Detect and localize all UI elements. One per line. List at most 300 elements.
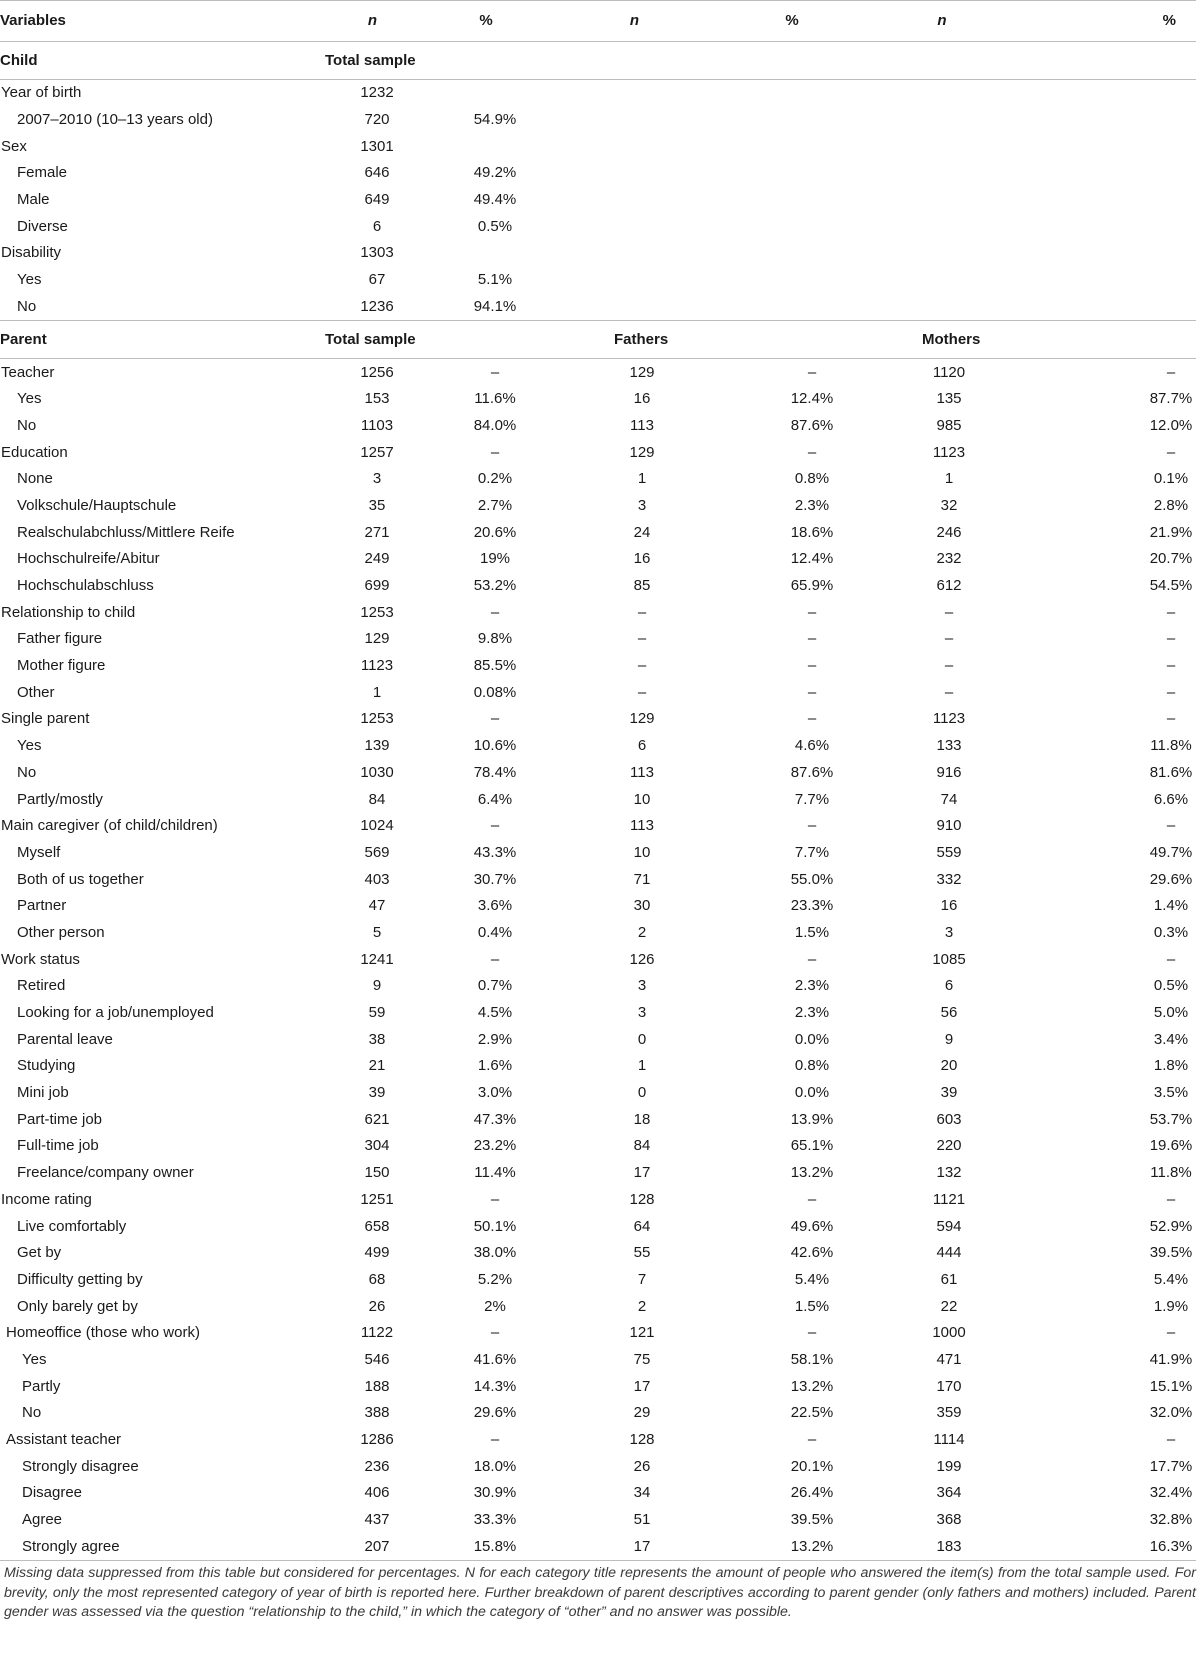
cell-n-total: 153 [364,390,390,408]
cell-n-mothers: – [944,630,954,648]
row-label-text: Looking for a job/unemployed [17,1004,214,1022]
cell-n-total: 1257 [360,443,394,461]
cell-pct-total: 19% [479,550,511,568]
group-label-mothers: Mothers [922,331,981,349]
cell-pct-mothers: – [1166,363,1176,381]
cell-pct-total: 0.7% [477,977,513,995]
cell-pct-fathers: 13.9% [790,1110,834,1128]
cell-pct-mothers: – [1166,657,1176,675]
cell-pct-total: 43.3% [473,843,517,861]
cell-pct-fathers: 65.1% [790,1137,834,1155]
row-label-text: No [17,763,37,781]
cell-n-fathers: 3 [637,1004,647,1022]
header-row [0,1,1196,42]
table-row [0,267,1196,294]
cell-n-mothers: 603 [936,1110,962,1128]
table-row [0,213,1196,240]
cell-pct-fathers: 12.4% [790,550,834,568]
cell-pct-total: 2.9% [477,1030,513,1048]
cell-n-mothers [867,294,1017,321]
cell-pct-mothers: 21.9% [1149,523,1193,541]
cell-pct-mothers: 5.4% [1153,1270,1189,1288]
row-label [0,1507,325,1534]
cell-n-fathers: 71 [633,870,651,888]
cell-n-total: 1103 [360,416,394,434]
cell-n-fathers: 10 [633,790,651,808]
cell-n-fathers: 0 [637,1030,647,1048]
cell-pct-fathers: 5.4% [794,1270,830,1288]
cell-n-mothers [867,107,1017,134]
row-label [0,1267,325,1294]
cell-n-total: 1301 [360,137,394,155]
cell-n-total: 47 [368,897,386,915]
row-label-text: Freelance/company owner [17,1164,194,1182]
header-n-mothers: n [937,12,947,29]
table-row [0,1187,1196,1214]
cell-pct-mothers: 32.0% [1149,1404,1193,1422]
cell-n-fathers: 7 [637,1270,647,1288]
row-label [0,1480,325,1507]
cell-pct-fathers [717,107,867,134]
cell-n-mothers: 183 [936,1537,962,1555]
table-row [0,187,1196,214]
cell-pct-fathers: 2.3% [794,1004,830,1022]
row-label [0,1347,325,1374]
cell-pct-mothers [1017,160,1196,187]
cell-pct-mothers [1017,240,1196,267]
row-label-text: No [17,297,37,315]
cell-n-fathers: 51 [633,1511,651,1529]
cell-n-fathers: 113 [630,416,654,434]
cell-n-total: 9 [372,977,382,995]
cell-pct-fathers: 7.7% [794,790,830,808]
cell-n-fathers: 121 [629,1324,655,1342]
row-label-text: Full-time job [17,1137,99,1155]
cell-pct-fathers: – [807,1324,817,1342]
cell-n-mothers: 132 [936,1164,962,1182]
cell-n-fathers: 129 [629,710,655,728]
cell-n-fathers: 55 [633,1244,651,1262]
table-row [0,1026,1196,1053]
cell-pct-fathers [717,160,867,187]
cell-pct-total: 9.8% [477,630,513,648]
cell-pct-fathers: 26.4% [790,1484,834,1502]
cell-pct-total: 3.0% [477,1084,513,1102]
row-label-text: 2007–2010 (10–13 years old) [17,111,213,129]
row-label-text: Other person [17,923,105,941]
cell-n-total: 1236 [360,297,394,315]
table-row [0,1000,1196,1027]
row-label-text: Myself [17,843,61,861]
cell-n-fathers: – [637,657,647,675]
row-label-text: Homeoffice (those who work) [6,1324,200,1342]
table-row [0,1106,1196,1133]
row-label-text: Strongly disagree [22,1457,139,1475]
row-label [0,573,325,600]
cell-pct-mothers: – [1166,817,1176,835]
cell-n-mothers: 232 [936,550,962,568]
cell-pct-mothers: 87.7% [1149,390,1193,408]
cell-n-mothers: 74 [940,790,958,808]
cell-n-mothers [867,213,1017,240]
cell-pct-mothers [1017,80,1196,107]
row-label-text: Mother figure [17,657,106,675]
row-label [0,946,325,973]
table-row [0,519,1196,546]
row-label [0,1320,325,1347]
cell-n-total: 646 [364,164,390,182]
cell-pct-mothers: 0.5% [1153,977,1189,995]
table-row [0,1427,1196,1454]
cell-pct-total: 41.6% [473,1350,517,1368]
cell-pct-total: 11.6% [474,390,516,408]
cell-pct-total: 5.1% [477,271,513,289]
cell-n-fathers [552,133,717,160]
cell-pct-fathers: – [807,630,817,648]
cell-pct-fathers: 20.1% [790,1457,834,1475]
cell-n-mothers: 1120 [932,363,966,381]
cell-n-fathers: – [637,630,647,648]
group-label-total: Total sample [325,52,416,69]
cell-n-mothers [867,160,1017,187]
cell-pct-total: 15.8% [473,1537,517,1555]
cell-n-total: 271 [364,523,390,541]
cell-pct-mothers: 41.9% [1149,1350,1193,1368]
row-label [0,1213,325,1240]
section-row-child [0,42,1196,80]
cell-pct-mothers [1017,213,1196,240]
table-row [0,1160,1196,1187]
row-label-text: Female [17,164,68,182]
cell-n-fathers [552,80,717,107]
table-row [0,359,1196,386]
cell-n-fathers: 84 [633,1137,651,1155]
table-row [0,160,1196,187]
cell-pct-mothers: – [1166,683,1176,701]
child-section [0,42,1196,321]
cell-n-mothers: 61 [940,1270,958,1288]
cell-pct-fathers [717,187,867,214]
row-label-text: Realschulabchluss/Mittlere Reife [17,523,235,541]
cell-pct-fathers: – [807,603,817,621]
table-row [0,1373,1196,1400]
cell-n-fathers [552,240,717,267]
cell-pct-fathers: 55.0% [790,870,834,888]
parent-section [0,321,1196,1561]
cell-n-total: 1123 [360,657,394,675]
cell-n-mothers: – [944,657,954,675]
row-label-text: Both of us together [17,870,144,888]
cell-pct-mothers: 0.1% [1153,470,1189,488]
table-row [0,1507,1196,1534]
cell-n-fathers: 16 [633,550,651,568]
row-label [0,626,325,653]
cell-pct-mothers: 19.6% [1149,1137,1193,1155]
cell-n-fathers: 129 [629,363,655,381]
cell-n-mothers [867,267,1017,294]
cell-n-mothers: 364 [936,1484,962,1502]
cell-pct-mothers: 1.8% [1153,1057,1189,1075]
cell-n-mothers: 1085 [932,950,966,968]
cell-n-mothers: 1121 [932,1190,966,1208]
table-row [0,1400,1196,1427]
row-label [0,187,325,214]
table-row [0,946,1196,973]
header-n-total: n [367,12,378,29]
row-label [0,213,325,240]
table-row [0,813,1196,840]
cell-n-fathers: 2 [637,923,647,941]
cell-pct-total: 18.0% [473,1457,517,1475]
row-label [0,1400,325,1427]
cell-n-fathers: 126 [629,950,655,968]
cell-n-total: 26 [368,1297,386,1315]
cell-pct-fathers: 49.6% [790,1217,834,1235]
cell-pct-total: 6.4% [477,790,513,808]
table-row [0,626,1196,653]
cell-n-mothers: 559 [936,843,962,861]
cell-n-total: 699 [364,577,390,595]
cell-n-mothers: 1 [944,470,954,488]
row-label [0,133,325,160]
row-label-text: Assistant teacher [6,1431,122,1449]
cell-pct-total: 5.2% [477,1270,513,1288]
cell-pct-total: – [490,1190,500,1208]
cell-n-total: 84 [368,790,386,808]
cell-pct-total [420,240,552,267]
cell-pct-mothers: 3.4% [1153,1030,1189,1048]
cell-pct-mothers: 49.7% [1149,843,1193,861]
cell-n-total: 1122 [360,1324,394,1342]
row-label [0,546,325,573]
row-label [0,813,325,840]
cell-pct-mothers: – [1166,710,1176,728]
cell-n-mothers: 916 [936,763,962,781]
row-label [0,599,325,626]
cell-pct-total: 0.2% [477,470,513,488]
cell-n-mothers: 22 [940,1297,958,1315]
cell-n-mothers: 246 [936,523,962,541]
cell-n-fathers: 6 [637,737,647,755]
cell-n-total: 403 [364,870,390,888]
cell-pct-total: 50.1% [473,1217,517,1235]
cell-n-fathers: 26 [633,1457,651,1475]
cell-pct-total: – [490,1431,500,1449]
table-row [0,1080,1196,1107]
cell-pct-mothers: 32.4% [1149,1484,1193,1502]
cell-pct-total: 11.4% [474,1164,516,1182]
row-label-text: Other [17,683,55,701]
cell-n-fathers: 0 [637,1084,647,1102]
cell-n-fathers: 85 [633,577,651,595]
row-label-text: Yes [17,737,42,755]
row-label-text: Hochschulreife/Abitur [17,550,160,568]
group-label-fathers: Fathers [614,331,669,349]
cell-n-total: 38 [368,1030,386,1048]
cell-pct-total: 54.9% [473,111,517,129]
cell-pct-fathers: 12.4% [790,390,834,408]
cell-pct-mothers: 81.6% [1149,763,1193,781]
cell-pct-total: 84.0% [473,416,517,434]
table-row [0,573,1196,600]
cell-n-mothers: 471 [936,1350,962,1368]
cell-pct-fathers: – [807,363,817,381]
cell-n-fathers [552,107,717,134]
cell-pct-fathers: – [807,683,817,701]
row-label [0,107,325,134]
table-row [0,1133,1196,1160]
cell-pct-total [420,80,552,107]
cell-n-fathers: 1 [637,470,647,488]
cell-pct-total: 3.6% [477,897,513,915]
cell-n-total: 1253 [360,710,394,728]
table-row [0,1480,1196,1507]
cell-n-total: 546 [364,1350,390,1368]
cell-n-mothers: 1123 [932,443,966,461]
cell-pct-total: 30.7% [473,870,517,888]
cell-pct-mothers: – [1166,950,1176,968]
row-label [0,920,325,947]
table-row [0,240,1196,267]
table-row [0,1293,1196,1320]
cell-n-total: 1253 [360,603,394,621]
row-label-text: Studying [17,1057,76,1075]
row-label-text: Income rating [1,1190,92,1208]
row-label-text: No [17,416,37,434]
cell-pct-fathers: 0.8% [794,1057,830,1075]
cell-n-total: 1303 [360,244,394,262]
cell-n-mothers: 39 [940,1084,958,1102]
header-pct-fathers: % [785,12,799,29]
cell-pct-mothers [1017,107,1196,134]
cell-n-mothers: 6 [944,977,954,995]
row-label [0,1453,325,1480]
cell-n-fathers: 17 [633,1377,651,1395]
cell-n-mothers: 20 [940,1057,958,1075]
cell-n-fathers: 10 [633,843,651,861]
cell-n-total: 1030 [360,763,394,781]
cell-n-total: 388 [364,1404,390,1422]
row-label-text: Teacher [1,363,55,381]
cell-pct-mothers: – [1166,1324,1176,1342]
cell-n-fathers: – [637,683,647,701]
cell-pct-fathers: 2.3% [794,496,830,514]
cell-n-total: 5 [372,923,382,941]
row-label [0,1026,325,1053]
row-label [0,466,325,493]
cell-n-fathers: 2 [637,1297,647,1315]
cell-n-total: 406 [364,1484,390,1502]
cell-pct-fathers: 7.7% [794,843,830,861]
row-label-text: Disability [1,244,62,262]
cell-n-fathers: 129 [629,443,655,461]
cell-n-fathers: – [637,603,647,621]
cell-pct-fathers: – [807,950,817,968]
cell-pct-total: 38.0% [473,1244,517,1262]
cell-pct-fathers: 39.5% [790,1511,834,1529]
row-label-text: Agree [22,1511,63,1529]
row-label [0,160,325,187]
table-footnote: Missing data suppressed from this table but considered for percentages. N for each category title represents the amount of people who answered the item(s) from the total sample used. For brevity, only the most represented category of year of birth is reported here. Further breakdown of parent descriptives according to parent gender (only fathers and mothers) included. Parent gender was assessed via the question “relationship to the child,” in which the category of “other” and no answer was possible. [4,1565,1196,1621]
cell-n-total: 1024 [360,817,394,835]
row-label-text: Live comfortably [17,1217,127,1235]
row-label-text: Partner [17,897,67,915]
cell-n-mothers: 135 [936,390,962,408]
cell-n-mothers: 9 [944,1030,954,1048]
table-row [0,546,1196,573]
table-row [0,893,1196,920]
row-label [0,653,325,680]
table-row [0,866,1196,893]
cell-n-mothers: 444 [936,1244,962,1262]
cell-n-total: 35 [368,496,386,514]
cell-n-fathers: 3 [637,496,647,514]
row-label [0,386,325,413]
cell-pct-mothers [1017,294,1196,321]
row-label [0,893,325,920]
row-label-text: Yes [22,1350,47,1368]
cell-n-total: 1251 [360,1190,394,1208]
cell-n-fathers: 29 [633,1404,651,1422]
group-label-total: Total sample [325,331,416,349]
cell-pct-fathers: 22.5% [790,1404,834,1422]
cell-pct-mothers: – [1166,1431,1176,1449]
row-label-text: Yes [17,390,42,408]
table-row [0,294,1196,321]
cell-n-fathers: 128 [629,1431,655,1449]
cell-pct-total: 33.3% [473,1511,517,1529]
row-label-text: Diverse [17,217,68,235]
cell-pct-total: 10.6% [473,737,517,755]
cell-pct-fathers: 1.5% [794,1297,830,1315]
row-label [0,1533,325,1560]
row-label [0,1187,325,1214]
table-row [0,493,1196,520]
cell-pct-fathers [717,267,867,294]
cell-pct-total: – [490,363,500,381]
row-label [0,706,325,733]
cell-pct-mothers: 1.4% [1153,897,1189,915]
cell-pct-total: – [490,817,500,835]
cell-n-total: 129 [364,630,390,648]
cell-n-total: 207 [364,1537,390,1555]
cell-n-fathers: 17 [633,1537,651,1555]
cell-n-fathers: 1 [637,1057,647,1075]
cell-pct-fathers [717,80,867,107]
cell-pct-mothers: 0.3% [1153,923,1189,941]
cell-n-mothers [867,240,1017,267]
cell-pct-fathers: – [807,1431,817,1449]
cell-pct-fathers: – [807,443,817,461]
row-label [0,1000,325,1027]
cell-pct-total: 2.7% [477,496,513,514]
cell-pct-total: – [490,1324,500,1342]
table-row [0,653,1196,680]
cell-pct-mothers: 12.0% [1149,416,1193,434]
cell-pct-fathers: 13.2% [790,1164,834,1182]
table-row [0,107,1196,134]
row-label [0,240,325,267]
cell-n-mothers: 1114 [933,1431,965,1449]
cell-n-fathers [552,267,717,294]
cell-pct-total: – [490,710,500,728]
cell-pct-total: 2% [484,1297,506,1315]
cell-pct-total: 49.2% [473,164,517,182]
row-label [0,493,325,520]
cell-n-total: 1286 [360,1431,394,1449]
cell-pct-fathers: – [807,710,817,728]
cell-n-mothers: 1123 [932,710,966,728]
